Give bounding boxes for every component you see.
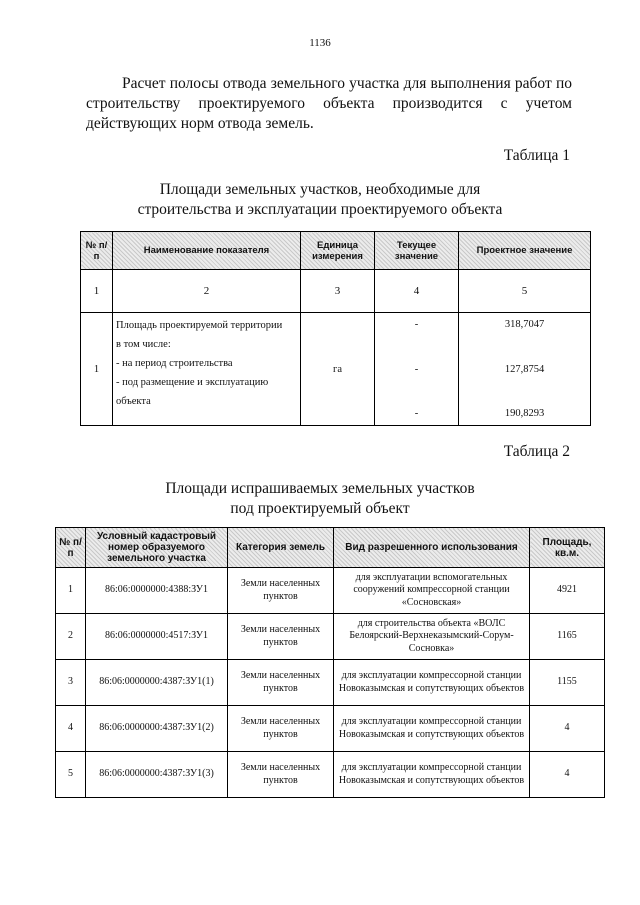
header-cell: Вид разрешенного использования bbox=[334, 528, 530, 568]
column-number: 4 bbox=[375, 270, 459, 313]
header-cell: Текущее значение bbox=[375, 232, 459, 270]
cadastral-number: 86:06:0000000:4387:ЗУ1(2) bbox=[86, 706, 228, 752]
area-value: 1165 bbox=[530, 614, 605, 660]
row-number: 1 bbox=[81, 313, 113, 426]
cadastral-number: 86:06:0000000:4388:ЗУ1 bbox=[86, 568, 228, 614]
cadastral-number: 86:06:0000000:4387:ЗУ1(1) bbox=[86, 660, 228, 706]
area-value: 4921 bbox=[530, 568, 605, 614]
permitted-use: для эксплуатации компрессорной станции Новоказымская и сопутствующих объектов bbox=[334, 752, 530, 798]
land-category: Земли населенных пунктов bbox=[228, 752, 334, 798]
header-cell: Наименование показателя bbox=[113, 232, 301, 270]
permitted-use: для эксплуатации компрессорной станции Новоказымская и сопутствующих объектов bbox=[334, 706, 530, 752]
header-cell: Проектное значение bbox=[459, 232, 591, 270]
header-cell: № п/п bbox=[81, 232, 113, 270]
column-number: 5 bbox=[459, 270, 591, 313]
header-cell: Площадь, кв.м. bbox=[530, 528, 605, 568]
permitted-use: для эксплуатации компрессорной станции Новоказымская и сопутствующих объектов bbox=[334, 660, 530, 706]
current-value-cell: - - - bbox=[375, 313, 459, 426]
table-row bbox=[56, 752, 605, 798]
header-cell: Условный кадастровый номер образуемого земельного участка bbox=[86, 528, 228, 568]
table1 bbox=[80, 231, 591, 426]
row-number: 3 bbox=[56, 660, 86, 706]
column-number: 2 bbox=[113, 270, 301, 313]
row-number: 4 bbox=[56, 706, 86, 752]
table2 bbox=[55, 527, 605, 798]
row-number: 5 bbox=[56, 752, 86, 798]
header-cell: Категория земель bbox=[228, 528, 334, 568]
header-cell: Единица измерения bbox=[301, 232, 375, 270]
table-row bbox=[56, 706, 605, 752]
land-category: Земли населенных пунктов bbox=[228, 614, 334, 660]
unit-cell: га bbox=[301, 313, 375, 426]
row-number: 1 bbox=[56, 568, 86, 614]
cadastral-number: 86:06:0000000:4387:ЗУ1(3) bbox=[86, 752, 228, 798]
area-value: 1155 bbox=[530, 660, 605, 706]
table-row bbox=[56, 614, 605, 660]
table-row bbox=[56, 660, 605, 706]
page-number: 1136 bbox=[309, 37, 331, 49]
area-value: 4 bbox=[530, 752, 605, 798]
table1-caption: Таблица 1 bbox=[503, 147, 570, 164]
land-category: Земли населенных пунктов bbox=[228, 568, 334, 614]
table2-title: Площади испрашиваемых земельных участков под проектируемый объект bbox=[165, 480, 475, 517]
project-value-cell: 318,7047 127,8754 190,8293 bbox=[459, 313, 591, 426]
row-number: 2 bbox=[56, 614, 86, 660]
intro-paragraph: Расчет полосы отвода земельного участка для выполнения работ по строительству проектируемого объекта производится с учетом действующих норм отвода земель. bbox=[86, 75, 572, 132]
table-row bbox=[56, 568, 605, 614]
column-number: 3 bbox=[301, 270, 375, 313]
table2-caption: Таблица 2 bbox=[503, 443, 570, 460]
table1-title: Площади земельных участков, необходимые для строительства и эксплуатации проектируемого объекта bbox=[137, 181, 503, 218]
land-category: Земли населенных пунктов bbox=[228, 660, 334, 706]
header-cell: № п/п bbox=[56, 528, 86, 568]
indicator-name: Площадь проектируемой территории в том числе: - на период строительства - под размещение и эксплуатацию объекта bbox=[113, 313, 301, 426]
table2-header-row bbox=[56, 528, 605, 568]
permitted-use: для строительства объекта «ВОЛС Белоярский-Верхнеказымский-Сорум-Сосновка» bbox=[334, 614, 530, 660]
table-row bbox=[81, 313, 591, 426]
table1-header-row bbox=[81, 232, 591, 270]
permitted-use: для эксплуатации вспомогательных сооружений компрессорной станции «Сосновская» bbox=[334, 568, 530, 614]
land-category: Земли населенных пунктов bbox=[228, 706, 334, 752]
cadastral-number: 86:06:0000000:4517:ЗУ1 bbox=[86, 614, 228, 660]
area-value: 4 bbox=[530, 706, 605, 752]
table1-column-number-row bbox=[81, 270, 591, 313]
column-number: 1 bbox=[81, 270, 113, 313]
